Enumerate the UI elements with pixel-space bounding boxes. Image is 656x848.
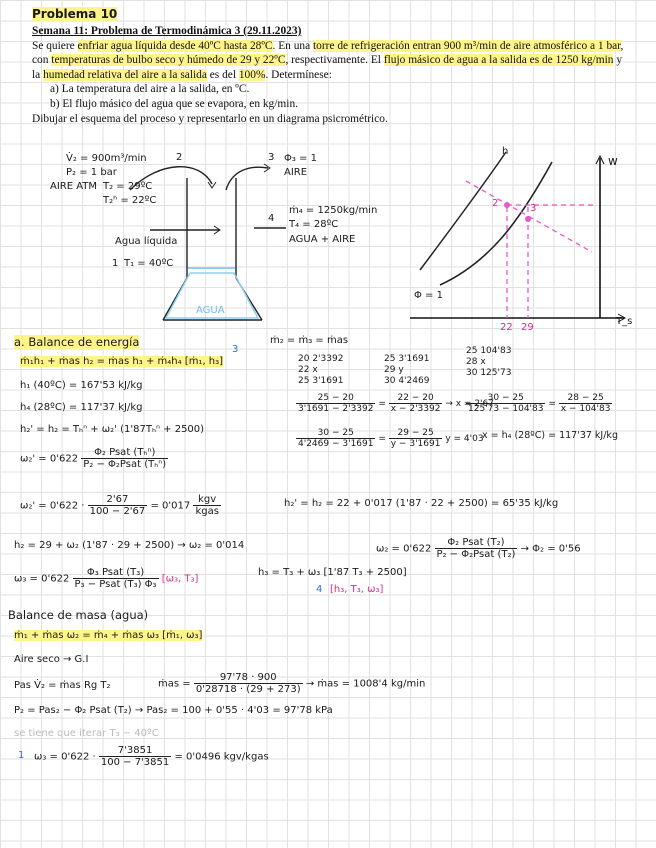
enthalpy-h2-equation: h₂ = 29 + ω₂ (1'87 · 29 + 2500) → ω₂ = 0'014 [14,540,245,551]
mass-balance-title: Balance de masa (agua) [8,608,149,622]
enthalpy-h2-prime: h₂' = h₂ = Tₕⁿ + ω₂' (1'87Tₕⁿ + 2500) [20,424,205,435]
statement-title: Semana 11: Problema de Termodinámica 3 (29.11.2023) [32,25,302,37]
energy-balance-title: a. Balance de energía [14,335,140,349]
ideal-gas-equation: Pas V̇₂ = ṁas Rg T₂ [14,680,111,691]
temp-t2-wet: T₂ʰ = 22ºC [103,195,157,206]
statement-instruction: Dibujar el esquema del proceso y representarlo en un diagrama psicrométrico. [32,112,388,125]
point-2-label: 2 [492,198,499,209]
h3-unknowns: [h₃, T₃, ω₃] [330,584,384,595]
mass-balance-equation: ṁ₁ + ṁas ω₂ = ṁ₄ + ṁas ω₃ [ṁ₁, ω₃] [14,630,203,641]
humidity-w3-result: ω₃ = 0'622 · $\frac{7'3851}{100 - 7'3851}$ = 0'0496 kgv/kgas [34,745,269,768]
blue-mark-1: 1 [18,750,25,761]
enthalpy-line [420,152,506,270]
enthalpy-h4: h₄ (28ºC) = 117'37 kJ/kg [20,402,143,413]
mass-flow-m4: ṁ₄ = 1250kg/min [289,205,378,216]
w-axis-label: w [608,154,618,168]
flow-rate-v2: V̇₂ = 900m³/min [66,153,147,164]
humidity-w2-equation: ω₂ = 0'622 $\frac{\text{Φ₂ Psat (T₂)}}{\text{P₂ − Φ₂Psat (T₂)}}$ → Φ₂ = 0'56 [376,537,581,560]
enthalpy-h4-result: x = h₄ (28ºC) = 117'37 kJ/kg [482,430,618,441]
question-a: a) La temperatura del aire a la salida, en ºC. [50,83,250,96]
steam-table-2: 25 3'1691 29 y 30 4'2469 [384,354,430,386]
saturation-curve [440,162,552,285]
h-axis-label: h [502,146,509,157]
state-point-2 [504,202,510,208]
saturation-label: Φ = 1 [414,290,443,301]
tick-22: 22 [500,322,513,333]
interpolation-2: $\frac{30 - 25}{125'73 - 104'83}$ = $\frac{28 - 25}{x - 104'83}$ [468,393,611,414]
t-axis-label: T_s [616,316,633,327]
state-point-3 [525,216,531,222]
enthalpy-h1: h₁ (40ºC) = 167'53 kJ/kg [20,380,143,391]
equation-count: 4 [316,584,323,595]
node-1-label: 1 [112,258,119,269]
phi3-label: Φ₃ = 1 [284,153,317,164]
temp-t1: T₁ = 40ºC [124,258,174,269]
air-out-label: AIRE [284,167,308,178]
statement-paragraph-1: Se quiere enfriar agua líquida desde 40ºC hasta 28ºC. En una torre de refrigeración entran 900 m³/min de aire atmosférico a 1 bar, con temperaturas de bulbo seco y húmedo de 29 y 22ºC, respectivamente. El flujo másico de agua a la salida es de 1250 kg/min y la humedad relativa del aire a la salida es del 100%. Determínese: [32,39,624,81]
pressure-p2: P₂ = 1 bar [66,167,117,178]
temp-t4: T₄ = 28ºC [289,219,339,230]
water-label: AGUA [196,305,225,316]
interpolation-1: $\frac{25 - 20}{3'1691 - 2'3392}$ = $\frac{22 - 20}{x - 2'3392}$ → x = 2'67 [298,393,494,414]
blue-mark-3: 3 [232,344,239,355]
steam-table-1: 20 2'3392 22 x 25 3'1691 [298,354,344,386]
tick-29: 29 [521,322,534,333]
enthalpy-h2-result: h₂' = h₂ = 22 + 0'017 (1'87 · 22 + 2500) = 65'35 kJ/kg [284,498,559,509]
enthalpy-h3-equation: h₃ = T₃ + ω₃ [1'87 T₃ + 2500] [258,567,407,578]
steam-table-3: 25 104'83 28 x 30 125'73 [466,346,512,378]
energy-equation: ṁ₁h₁ + ṁas h₂ = ṁas h₃ + ṁ₄h₄ [ṁ₁, h₃] [20,356,224,367]
humidity-w2-prime: ω₂' = 0'622 $\frac{\text{Φ₂ Psat (Tₕⁿ)}}{\text{P₂ − Φ₂Psat (Tₕⁿ)}}$ [20,447,167,470]
problem-number: Problema 10 [32,7,118,21]
air-atm-label: AIRE ATM [50,181,98,192]
node-2-label: 2 [176,152,183,163]
node-3-label: 3 [268,152,275,163]
humidity-w3-equation: ω₃ = 0'622 $\frac{\text{Φ₃ Psat (T₃)}}{\text{P₃ − Psat (T₃) Φ₃}}$ [ω₃, T₃] [14,567,199,590]
iteration-note: se tiene que iterar T₃ − 40ºC [14,728,159,739]
mass-equality: ṁ₂ = ṁ₃ = ṁas [270,335,349,346]
interpolation-3: $\frac{30 - 25}{4'2469 - 3'1691}$ = $\frac{29 - 25}{y - 3'1691}$ y = 4'03 [298,428,484,449]
point-3-label: 3 [530,203,537,214]
dry-air-ideal-gas: Aire seco → G.I [14,654,89,665]
humidity-w2-prime-result: ω₂' = 0'622 · $\frac{2'67}{100 - 2'67}$ = 0'017 $\frac{\text{kgv}}{\text{kgas}}$ [20,494,219,517]
temp-t2: T₂ = 29ºC [103,181,153,192]
question-b: b) El flujo másico del agua que se evapora, en kg/min. [50,97,298,110]
liquid-water-label: Agua líquida [115,236,178,247]
partial-pressure-equation: P₂ = Pas₂ − Φ₂ Psat (T₂) → Pas₂ = 100 + 0'55 · 4'03 = 97'78 kPa [14,705,333,716]
water-air-label: AGUA + AIRE [289,234,356,245]
node-4-label: 4 [268,213,275,224]
dry-air-flow: ṁas = $\frac{97'78 \cdot 900}{0'28718 \cdot (29 + 273)}$ → ṁas = 1008'4 kg/min [158,672,426,695]
